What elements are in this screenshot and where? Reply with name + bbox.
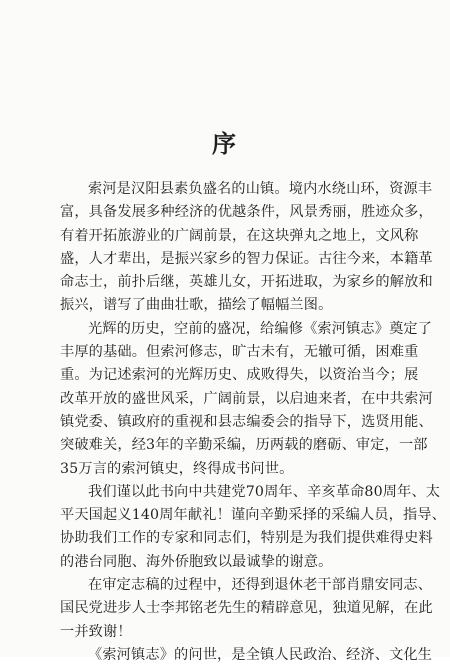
text-line: 一并致谢！ xyxy=(60,623,132,640)
text-line: 在审定志稿的过程中，还得到退休老干部肖鼎安同志、 xyxy=(88,577,433,594)
paragraph-4 xyxy=(60,574,440,644)
text-line: 35万言的索河镇史，终得成书问世。 xyxy=(60,460,294,477)
text-line: 富，具备发展多种经济的优越条件，风景秀丽，胜迹众多， xyxy=(60,204,433,221)
text-line: 索河是汉阳县素负盛名的山镇。境内水绕山环，资源丰 xyxy=(88,181,433,197)
text-line: 协助我们工作的专家和同志们，特别是为我们提供难得史料 xyxy=(60,530,433,547)
preface-body xyxy=(60,178,446,667)
text-line: 国民党进步人士李邦铭老先生的精辟意见，独道见解，在此 xyxy=(60,600,433,617)
text-line: 突破难关，经3年的辛勤采编，历两载的磨砺、审定，一部 xyxy=(60,437,428,454)
text-line: 盛，人才辈出，是振兴家乡的智力保证。古往今来，本籍革 xyxy=(60,250,433,267)
text-line: 我们谨以此书向中共建党70周年、辛亥革命80周年、太 xyxy=(88,483,441,500)
page-title: 序 xyxy=(212,129,238,158)
previous-section-text xyxy=(2,0,442,66)
text-line: 《索河镇志》的问世，是全镇人民政治、经济、文化生 xyxy=(88,646,433,663)
paragraph-1 xyxy=(60,178,440,318)
text-line: 振兴，谱写了曲曲壮歌，描绘了幅幅兰图。 xyxy=(60,297,333,314)
paragraph-3 xyxy=(60,481,446,574)
text-line: 光辉的历史，空前的盛况，给编修《索河镇志》奠定了 xyxy=(88,320,433,337)
text-line: 改革开放的盛世风采，广阔前景，以启迪来者，在中共索河 xyxy=(60,390,433,407)
text-line: 平天国起义140周年献礼！谨向辛勤采择的采编人员，指导、 xyxy=(60,507,446,524)
text-line: 命志士，前扑后继，英雄儿女，开拓进取，为家乡的解放和 xyxy=(60,274,433,291)
text-line: 的港台同胞、海外侨胞致以最诚挚的谢意。 xyxy=(60,553,333,570)
text-line: 重。为记述索河的光辉历史、成败得失，以资治当今；展 xyxy=(60,367,419,384)
text-line: 有着开拓旅游业的广阔前景，在这块弹丸之地上，文风称 xyxy=(60,227,419,244)
text-line: 镇党委、镇政府的重视和县志编委会的指导下，选贤用能、 xyxy=(60,413,433,430)
text-line: 丰厚的基础。但索河修志，旷古未有，无辙可循，困难重 xyxy=(60,344,419,361)
paragraph-2 xyxy=(60,318,440,481)
paragraph-5 xyxy=(60,644,440,667)
